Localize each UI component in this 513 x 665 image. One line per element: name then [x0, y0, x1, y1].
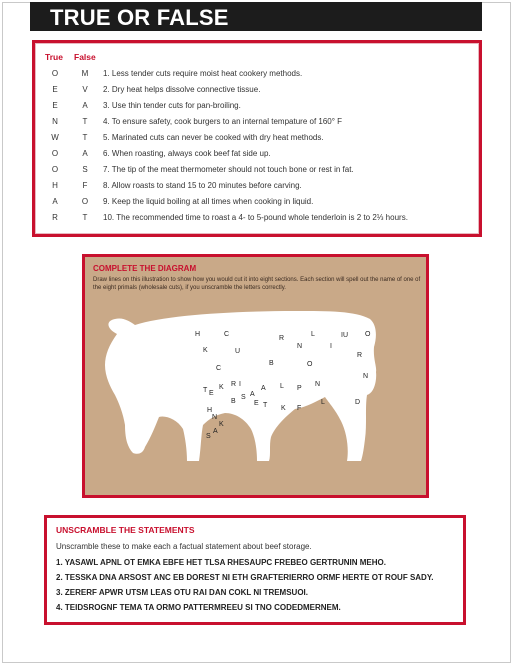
cow-letter: L [280, 383, 284, 390]
false-letter: M [81, 69, 89, 78]
scrambled-statement: 4. TEIDSROGNF TEMA TA ORMO PATTERMREEU SI TNO CODEDMERNEM. [56, 603, 341, 612]
cow-letter: C [216, 365, 222, 372]
cow-letter: N [315, 381, 321, 388]
cow-letter: K [219, 384, 224, 391]
cow-letter: E [254, 400, 259, 407]
statement-text: 5. Marinated cuts can never be cooked with dry heat methods. [103, 133, 324, 142]
cow-letter: S [241, 394, 246, 401]
true-letter: N [52, 117, 58, 126]
true-letter: A [52, 197, 58, 206]
statement-text: 8. Allow roasts to stand 15 to 20 minutes before carving. [103, 181, 302, 190]
cow-letter: T [263, 402, 268, 409]
cow-letter: A [213, 428, 218, 435]
cow-letter: K [219, 421, 224, 428]
cow-letter: C [224, 331, 230, 338]
true-letter: R [52, 213, 58, 222]
true-false-section [32, 40, 482, 237]
cow-letter: B [269, 360, 274, 367]
true-letter: E [52, 101, 58, 110]
diagram-instructions: Draw lines on this illustration to show how you would cut it into eight sections. Each section will spell out the name of one of the eight primals (wholesale cuts), if you unscramble the letters correctly. [93, 277, 421, 291]
cow-letter: I [239, 381, 241, 388]
false-letter: S [82, 165, 88, 174]
cow-letter: U [235, 348, 241, 355]
false-letter: F [82, 181, 88, 190]
statement-text: 10. The recommended time to roast a 4- to 5-pound whole tenderloin is 2 to 2⅓ hours. [103, 213, 408, 222]
false-letter: A [82, 149, 88, 158]
title-bar [30, 2, 482, 31]
statement-text: 1. Less tender cuts require moist heat cookery methods. [103, 69, 303, 78]
cow-letter: P [297, 385, 302, 392]
statement-text: 2. Dry heat helps dissolve connective tissue. [103, 85, 261, 94]
statement-text: 9. Keep the liquid boiling at all times when cooking in liquid. [103, 197, 314, 206]
cow-letter: K [203, 347, 208, 354]
cow-letter: A [250, 391, 255, 398]
cow-letter: F [297, 405, 302, 412]
cow-letter: E [209, 390, 214, 397]
scrambled-statement: 2. TESSKA DNA ARSOST ANC EB DOREST NI ETH GRAFTERIERRO ORMF HERTE OT ROUF SADY. [56, 573, 434, 582]
false-letter: O [81, 197, 89, 206]
false-letter: A [82, 101, 88, 110]
cow-letter: L [311, 331, 315, 338]
cow-letter: N [297, 343, 303, 350]
cow-letter: S [206, 433, 211, 440]
false-letter: T [82, 117, 88, 126]
cow-letter: O [307, 361, 313, 368]
statement-text: 7. The tip of the meat thermometer should not touch bone or rest in fat. [103, 165, 354, 174]
unscramble-intro: Unscramble these to make each a factual statement about beef storage. [56, 542, 312, 551]
cow-letter: N [363, 373, 369, 380]
statement-text: 3. Use thin tender cuts for pan-broiling. [103, 101, 241, 110]
cow-letter: H [207, 407, 213, 414]
cow-letter: K [281, 405, 286, 412]
true-letter: E [52, 85, 58, 94]
cow-letter: L [321, 399, 325, 406]
true-letter: O [51, 69, 59, 78]
cow-letter: I [330, 343, 332, 350]
cow-letter: N [212, 414, 218, 421]
cow-letter: T [203, 387, 208, 394]
cow-letter: H [195, 331, 201, 338]
unscramble-title: UNSCRAMBLE THE STATEMENTS [56, 525, 195, 535]
diagram-section [82, 254, 429, 498]
true-letter: O [51, 149, 59, 158]
cow-letter: U [343, 332, 349, 339]
cow-letter: I [341, 332, 343, 339]
true-column-header: True [45, 52, 63, 62]
cow-letter: B [231, 398, 236, 405]
page-title: TRUE OR FALSE [50, 5, 229, 30]
statement-text: 6. When roasting, always cook beef fat side up. [103, 149, 271, 158]
unscramble-section [44, 515, 466, 625]
cow-letter: O [365, 331, 371, 338]
scrambled-statement: 1. YASAWL APNL OT EMKA EBFE HET TLSA RHESAUPC FREBEO GERTRUNIN MEHO. [56, 558, 386, 567]
true-letter: W [51, 133, 59, 142]
scrambled-statement: 3. ZERERF APWR UTSM LEAS OTU RAI DAN COKL NI TREMSUOI. [56, 588, 309, 597]
cow-letter: D [355, 399, 361, 406]
false-letter: T [82, 213, 88, 222]
cow-letter: R [279, 335, 285, 342]
true-letter: H [52, 181, 58, 190]
cow-letter: R [357, 352, 363, 359]
cow-letter: A [261, 385, 266, 392]
cow-letter: R [231, 381, 237, 388]
diagram-title: COMPLETE THE DIAGRAM [93, 264, 197, 273]
statement-text: 4. To ensure safety, cook burgers to an internal tempature of 160° F [103, 117, 343, 126]
false-letter: V [82, 85, 88, 94]
false-column-header: False [74, 52, 96, 62]
cow-silhouette[interactable] [85, 257, 426, 495]
false-letter: T [82, 133, 88, 142]
true-letter: O [51, 165, 59, 174]
